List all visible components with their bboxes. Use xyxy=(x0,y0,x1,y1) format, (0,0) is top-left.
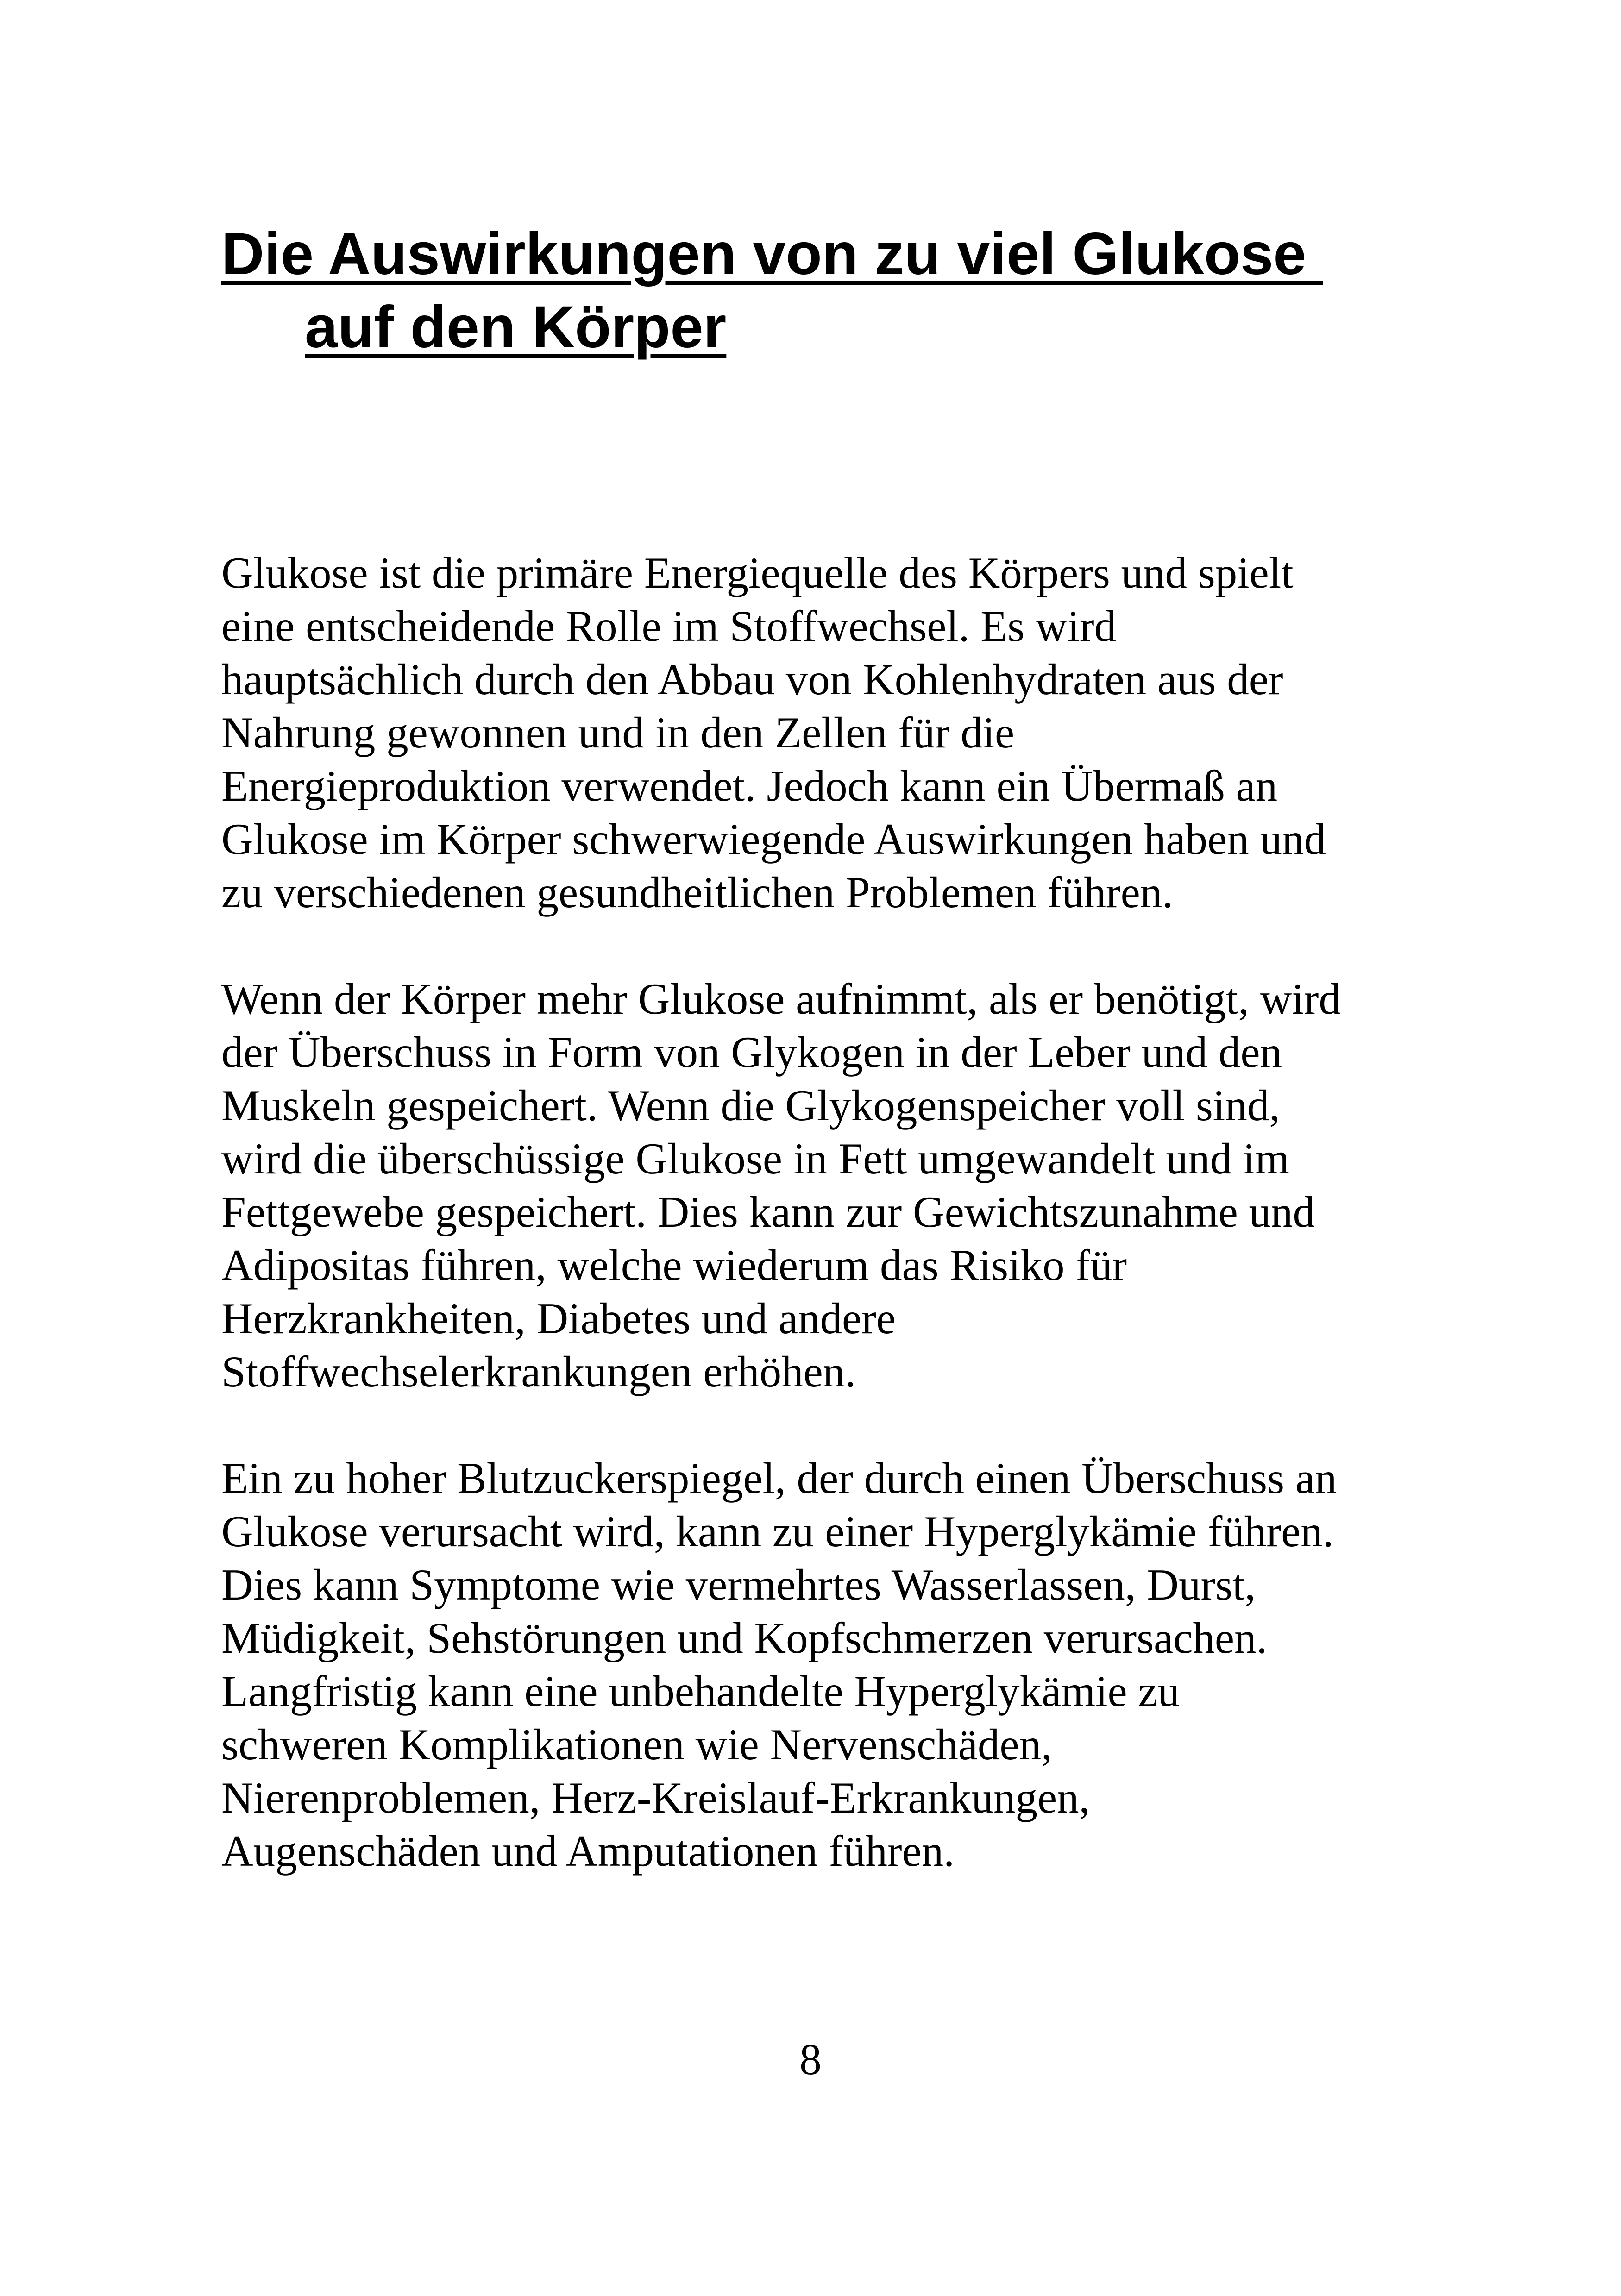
paragraph-line: Fettgewebe gespeichert. Dies kann zur Gewichtszunahme und xyxy=(221,1187,1315,1236)
paragraph-line: Nierenproblemen, Herz-Kreislauf-Erkrankungen, xyxy=(221,1773,1090,1822)
paragraph-line: eine entscheidende Rolle im Stoffwechsel. Es wird xyxy=(221,602,1117,651)
paragraph-line: der Überschuss in Form von Glykogen in der Leber und den xyxy=(221,1028,1282,1077)
paragraph-1 xyxy=(221,546,1453,919)
paragraph-line: Müdigkeit, Sehstörungen und Kopfschmerzen verursachen. xyxy=(221,1613,1268,1662)
paragraph-line: Nahrung gewonnen und in den Zellen für die xyxy=(221,708,1015,757)
paragraph-line: Energieproduktion verwendet. Jedoch kann ein Übermaß an xyxy=(221,761,1278,810)
paragraph-line: Langfristig kann eine unbehandelte Hyperglykämie zu xyxy=(221,1667,1180,1716)
paragraph-line: Glukose im Körper schwerwiegende Auswirkungen haben und xyxy=(221,815,1326,864)
paragraph-2 xyxy=(221,972,1453,1399)
page-title xyxy=(221,218,1426,364)
page-number: 8 xyxy=(799,2035,822,2084)
paragraph-line: Dies kann Symptome wie vermehrtes Wasserlassen, Durst, xyxy=(221,1560,1256,1609)
paragraph-line: Stoffwechselerkrankungen erhöhen. xyxy=(221,1347,856,1396)
paragraph-line: Augenschäden und Amputationen führen. xyxy=(221,1826,955,1876)
paragraph-line: Muskeln gespeichert. Wenn die Glykogenspeicher voll sind, xyxy=(221,1081,1280,1130)
paragraph-line: Wenn der Körper mehr Glukose aufnimmt, als er benötigt, wird xyxy=(221,974,1341,1023)
paragraph-line: zu verschiedenen gesundheitlichen Problemen führen. xyxy=(221,868,1173,917)
paragraph-line: Glukose ist die primäre Energiequelle des Körpers und spielt xyxy=(221,548,1294,597)
paragraph-line: hauptsächlich durch den Abbau von Kohlenhydraten aus der xyxy=(221,655,1283,704)
paragraph-line: Adipositas führen, welche wiederum das Risiko für xyxy=(221,1241,1127,1290)
body-text xyxy=(221,546,1453,1931)
page-title-line-1: Die Auswirkungen von zu viel Glukose xyxy=(221,221,1323,287)
paragraph-line: schweren Komplikationen wie Nervenschäden, xyxy=(221,1720,1052,1769)
paragraph-line: wird die überschüssige Glukose in Fett umgewandelt und im xyxy=(221,1134,1290,1183)
paragraph-line: Glukose verursacht wird, kann zu einer Hyperglykämie führen. xyxy=(221,1507,1334,1556)
paragraph-3 xyxy=(221,1452,1453,1878)
paragraph-line: Herzkrankheiten, Diabetes und andere xyxy=(221,1294,896,1343)
page-title-line-2: auf den Körper xyxy=(305,294,727,360)
paragraph-line: Ein zu hoher Blutzuckerspiegel, der durch einen Überschuss an xyxy=(221,1454,1337,1503)
